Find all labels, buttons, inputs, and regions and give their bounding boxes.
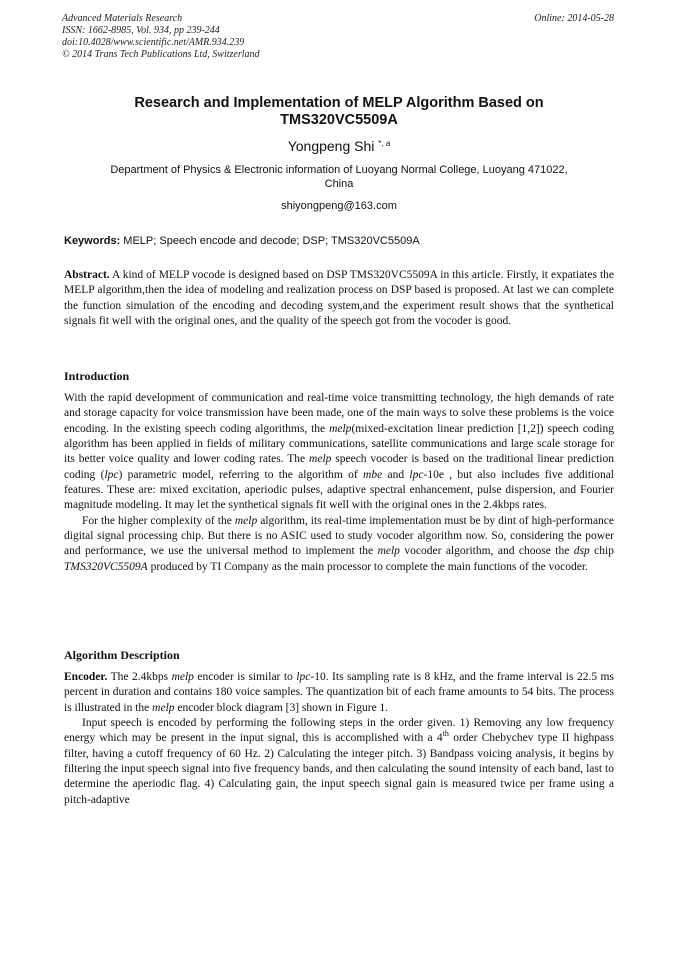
- journal-header: [62, 13, 260, 61]
- keywords-label: Keywords:: [64, 235, 121, 247]
- algorithm-paragraph-1: Encoder. The 2.4kbps melp encoder is similar to lpc-10. Its sampling rate is 8 kHz, and the frame interval is 22.5 ms percent in duration and contains 180 voice samples. The quantization bit of each frame amounts to 54 bits. The process is illustrated in the melp encoder block diagram [3] shown in Figure 1.: [64, 671, 614, 714]
- intro-paragraph-2: For the higher complexity of the melp algorithm, its real-time implementation must be by dint of high-performance digital signal processing chip. But there is no ASIC used to study vocoder algorithm now. So, considering the power and performance, we use the universal method to implement the melp vocoder algorithm, and choose the dsp chip TMS320VC5509A produced by TI Company as the main processor to complete the main functions of the vocoder.: [64, 514, 615, 573]
- author-name: Yongpeng Shi: [287, 138, 375, 154]
- author-line: [64, 138, 614, 155]
- affiliation-line-1: Department of Physics & Electronic information of Luoyang Normal College, Luoyang 471022,: [110, 164, 568, 176]
- affiliation: [64, 163, 614, 191]
- affiliation-line-2: China: [324, 178, 354, 190]
- intro-paragraph-1: With the rapid development of communication and real-time voice transmitting technology, the high demands of rate and storage capacity for voice transmission have been made, one of the main ways to solve these problems is the voice encoding. In the existing speech coding algorithms, the melp(mixed-excitation linear prediction [1,2]) speech coding algorithm has been applied in fields of military communications, satellite communications and large scale storage for its better voice quality and lower coding rates. The melp speech vocoder is based on the traditional linear prediction coding (lpc) parametric model, referring to the algorithm of mbe and lpc-10e , but also includes five additional features. These are: mixed excitation, aperiodic pulses, adaptive spectral enhancement, pulse dispersion, and Fourier magnitude modeling. It may let the synthetical signals fit well with the original ones in the 2.4kbps rates.: [64, 392, 615, 512]
- introduction-heading: Introduction: [64, 369, 130, 383]
- keywords: [64, 234, 614, 248]
- abstract: [64, 268, 614, 329]
- title-line-2: TMS320VC5509A: [280, 112, 398, 128]
- issn-line: ISSN: 1662-8985, Vol. 934, pp 239-244: [62, 25, 220, 36]
- author-email[interactable]: shiyongpeng@163.com: [281, 200, 397, 212]
- algorithm-heading: Algorithm Description: [64, 648, 180, 662]
- author-marks: *, a: [378, 139, 391, 148]
- journal-name: Advanced Materials Research: [62, 13, 183, 24]
- introduction-body: [64, 391, 614, 575]
- paper-title: [64, 95, 614, 129]
- algorithm-paragraph-2: Input speech is encoded by performing the following steps in the order given. 1) Removing any low frequency energy which may be present in the input signal, this is accomplished with a 4th order Chebychev type II highpass filter, having a cutoff frequency of 60 Hz. 2) Calculating the integer pitch. 3) Bandpass voicing analysis, it begins by filtering the input speech signal into five frequency bands, and then calculating the sound intensity of each band, last to determine the aperiodic flag. 4) Calculating gain, the input speech signal gain is measured twice per frame using a pitch-adaptive: [64, 717, 614, 806]
- algorithm-body: [64, 670, 614, 808]
- copyright-line: © 2014 Trans Tech Publications Ltd, Switzerland: [62, 49, 260, 60]
- abstract-label: Abstract.: [64, 269, 110, 281]
- abstract-text: A kind of MELP vocode is designed based on DSP TMS320VC5509A in this article. Firstly, it expatiates the MELP algorithm,then the idea of modeling and realization process on DSP based is proposed. At last we can complete the function simulation of the encoding and decoding system,and the experiment result shows that the synthetical signals fit well with the original ones, and the quality of the speech got from the vocoder is good.: [64, 269, 614, 328]
- encoder-label: Encoder.: [64, 671, 108, 683]
- online-date: Online: 2014-05-28: [534, 13, 614, 24]
- title-line-1: Research and Implementation of MELP Algorithm Based on: [134, 95, 544, 111]
- keywords-text: MELP; Speech encode and decode; DSP; TMS320VC5509A: [120, 235, 420, 247]
- doi-line[interactable]: doi:10.4028/www.scientific.net/AMR.934.239: [62, 37, 245, 48]
